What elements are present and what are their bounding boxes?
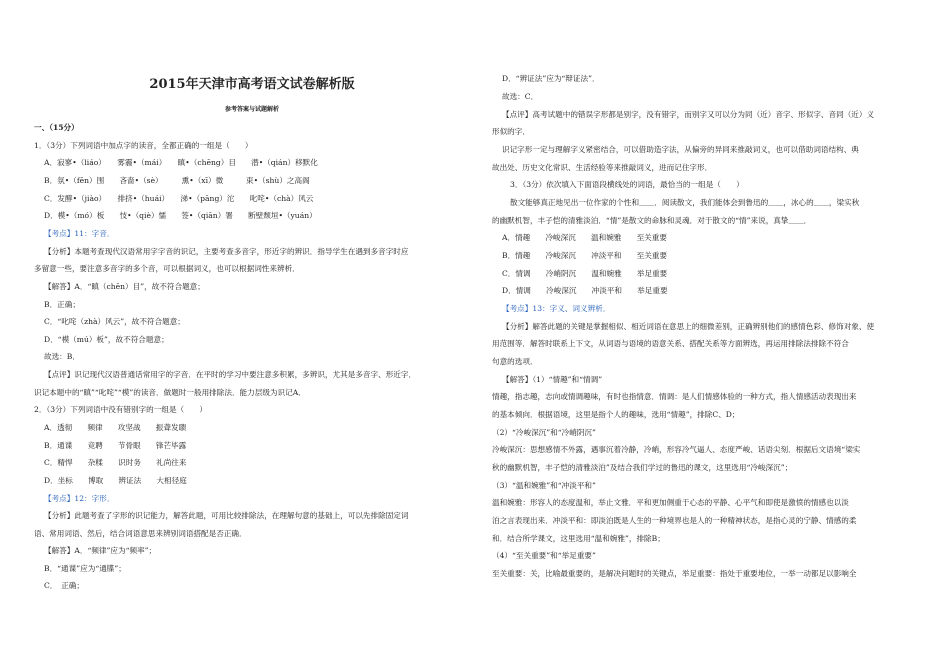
question-2-stem: 2．（3分）下列词语中没有错别字的一组是（ ） <box>34 405 207 414</box>
question-3-answer-4: 至关重要：关，比喻最重要的，是解决问题时的关键点，举足重要：指处于重要地位，一举一动都足以影响全 <box>492 569 857 578</box>
question-2-answer-c: C． 正确； <box>44 581 84 590</box>
question-2-comment-2: 识记字形一定与理解字义紧密结合，可以借助造字法，从偏旁的异同来推敲词义，也可以借助词语结构、典 <box>502 145 859 154</box>
question-2-option-b: B．通谍 竞聘 节骨眼 锋芒毕露 <box>44 441 187 450</box>
question-2-comment-2-cont: 故出处、历史文化常识、生活经验等来推敲词义，进而记住字形． <box>492 163 713 172</box>
document-title: 2015年天津市高考语文试卷解析版 <box>149 77 355 92</box>
question-1-option-b: B．氛•（fēn）围 吝啬•（sè） 熏•（xī）微 束•（shù）之高阁 <box>44 176 310 185</box>
question-2-option-d: D．坐标 博取 辨证法 大相径庭 <box>44 476 187 485</box>
question-1-analysis-cont: 多留意一些，要注意多音字的多个音，可以根据词义，也可以根据词性来辨析． <box>34 264 300 273</box>
question-2-option-a: A．透彻 频律 攻坚战 振聋发聩 <box>44 423 187 432</box>
question-3-option-a: A．情趣 冷峻深沉 温和婉雅 至关重要 <box>502 233 667 242</box>
question-2-choice: 故选：C． <box>502 92 539 101</box>
question-3-option-c: C．情调 冷峭阴沉 温和婉雅 举足重要 <box>502 269 668 278</box>
question-3-answer: 【解答】（1）“情趣”和“情调” <box>502 375 603 384</box>
question-1-option-d: D．模•（mó）板 忮•（qiè）懦 签•（qiān）署 断壁颓垣•（yuán） <box>44 211 317 220</box>
question-3-answer-2: 冷峻深沉：思想感情不外露，遇事沉着冷静，冷峭，形容冷气逼人、态度严峻、话语尖刻．根据后文语境“梁实 <box>492 445 861 454</box>
question-3-analysis: 【分析】解答此题的关键是掌握相似、相近词语在意思上的细微差别，正确辨别他们的感情色彩、修饰对象、使 <box>502 322 875 331</box>
question-1-answer-b: B．正确； <box>44 300 80 309</box>
question-3-answer-2-cont: 秋的幽默机智，丰子恺的清雅淡泊”及结合我们学过的鲁迅的课文，这里选用“冷峻深沉”； <box>492 463 793 472</box>
question-2-answer-b: B．“通谍”应为“通牒”； <box>44 564 126 573</box>
question-3-answer-1: 情趣，指志趣，志向或情调趣味，有时也指情意．情调：是人们情感体验的一种方式，指人情感活动表现出来 <box>492 392 857 401</box>
question-3-stem: 3．（3分）依次填入下面语段横线处的词语，最恰当的一组是（ ） <box>510 180 744 189</box>
question-3-answer-3-heading: （3）“温和婉雅”和“冲淡平和” <box>492 481 596 490</box>
question-1-answer-d: D．“模（mú）板”，故不符合题意； <box>44 335 169 344</box>
question-2-analysis: 【分析】此题考查了字形的识记能力，解答此题，可用比较排除法，在理解句意的基础上，可以先排除固定词 <box>44 511 409 520</box>
question-1-option-c: C．发酵•（jiào） 排挤•（huái） 涕•（pāng）沱 叱咤•（chà）风云 <box>44 194 314 203</box>
question-2-analysis-cont: 语、常用词语、然后，结合词语意思来辨别词语搭配是否正确． <box>34 529 247 538</box>
question-2-option-c: C．精悍 杂糅 识时务 礼尚往来 <box>44 458 187 467</box>
question-3-kaodian: 【考点】13：字义、词义辨析． <box>502 304 611 313</box>
question-1-answer: 【解答】A．“瞋（chēn）目”，故不符合题意； <box>44 282 205 291</box>
question-2-answer-d: D．“辨证法”应为“辩证法”． <box>502 74 600 83</box>
question-1-analysis: 【分析】本题考查现代汉语常用字字音的识记，主要考查多音字，形近字的辨识．指导学生在遇到多音字时应 <box>44 247 409 256</box>
question-1-comment-cont: 识记本题中的“瞋”“叱咤”“模”的读音．做题时一般用排除法．能力层级为识记A． <box>34 388 306 397</box>
question-3-analysis-cont-2: 句意的选项． <box>492 357 538 366</box>
question-3-answer-3-cont: 泊之言表现出来．冲淡平和：即淡泊既是人生的一种境界也是人的一种精神状态，是指心灵的宁静、情感的柔 <box>492 516 857 525</box>
question-3-option-d: D．情调 冷峻深沉 冲淡平和 举足重要 <box>502 286 668 295</box>
question-3-answer-3: 温和婉雅：形容人的态度温和，举止文雅．平和更加侧重于心态的平静、心平气和即使是激愤的情感也以淡 <box>492 498 849 507</box>
question-3-answer-4-heading: （4）“至关重要”和“举足重要” <box>492 551 596 560</box>
question-2-answer: 【解答】A．“频律”应为“频率”； <box>44 546 157 555</box>
question-3-analysis-cont: 用范围等．解答时联系上下文，从词语与语境的语意关系、搭配关系等方面辨选，再运用排除法排除不符合 <box>492 339 849 348</box>
question-1-comment: 【点评】识记现代汉语普通话常用字的字音．在平时的学习中要注意多积累，多辨识，尤其是多音字、形近字． <box>44 370 417 379</box>
question-1-option-a: A．寂寥•（liáo） 雾霾•（mái） 瞋•（chēng）目 潜•（qián）移默化 <box>44 158 318 167</box>
question-3-answer-2-heading: （2）“冷峻深沉”和“冷峭阴沉” <box>492 428 596 437</box>
question-3-answer-3-cont-2: 和．结合所学课文，这里选用“温和婉雅”，排除B； <box>492 534 665 543</box>
question-2-kaodian: 【考点】12：字形． <box>44 494 115 503</box>
question-1-kaodian: 【考点】11：字音． <box>44 229 115 238</box>
question-1-choice: 故选：B． <box>44 352 80 361</box>
question-2-comment-cont: 形似的字． <box>492 127 530 136</box>
question-3-answer-1-cont: 的基本倾向．根据语境，这里是指个人的趣味，选用“情趣”，排除C、D； <box>492 410 740 419</box>
question-1-answer-c: C．“叱咤（zhà）风云”，故不符合题意； <box>44 317 185 326</box>
section-heading: 一、（15分） <box>34 123 79 132</box>
question-2-comment: 【点评】高考试题中的错误字形都是别字，没有错字，而别字又可以分为同（近）音字、形似字、音同（近）义 <box>502 110 875 119</box>
question-3-passage: 散文能够真正地见出一位作家的个性和＿＿．阅读散文，我们能体会到鲁迅的＿＿，冰心的＿＿，梁实秋 <box>510 198 860 207</box>
question-3-passage-cont: 的幽默机智，丰子恺的清雅淡泊．“情”是散文的命脉和灵魂．对于散文的“情”来说，真挚＿＿． <box>492 216 812 225</box>
question-3-option-b: B．情趣 冷峻深沉 冲淡平和 至关重要 <box>502 251 668 260</box>
question-1-stem: 1．（3分）下列词语中加点字的读音，全都正确的一组是（ ） <box>34 141 253 150</box>
document-subtitle: 参考答案与试题解析 <box>224 106 279 113</box>
